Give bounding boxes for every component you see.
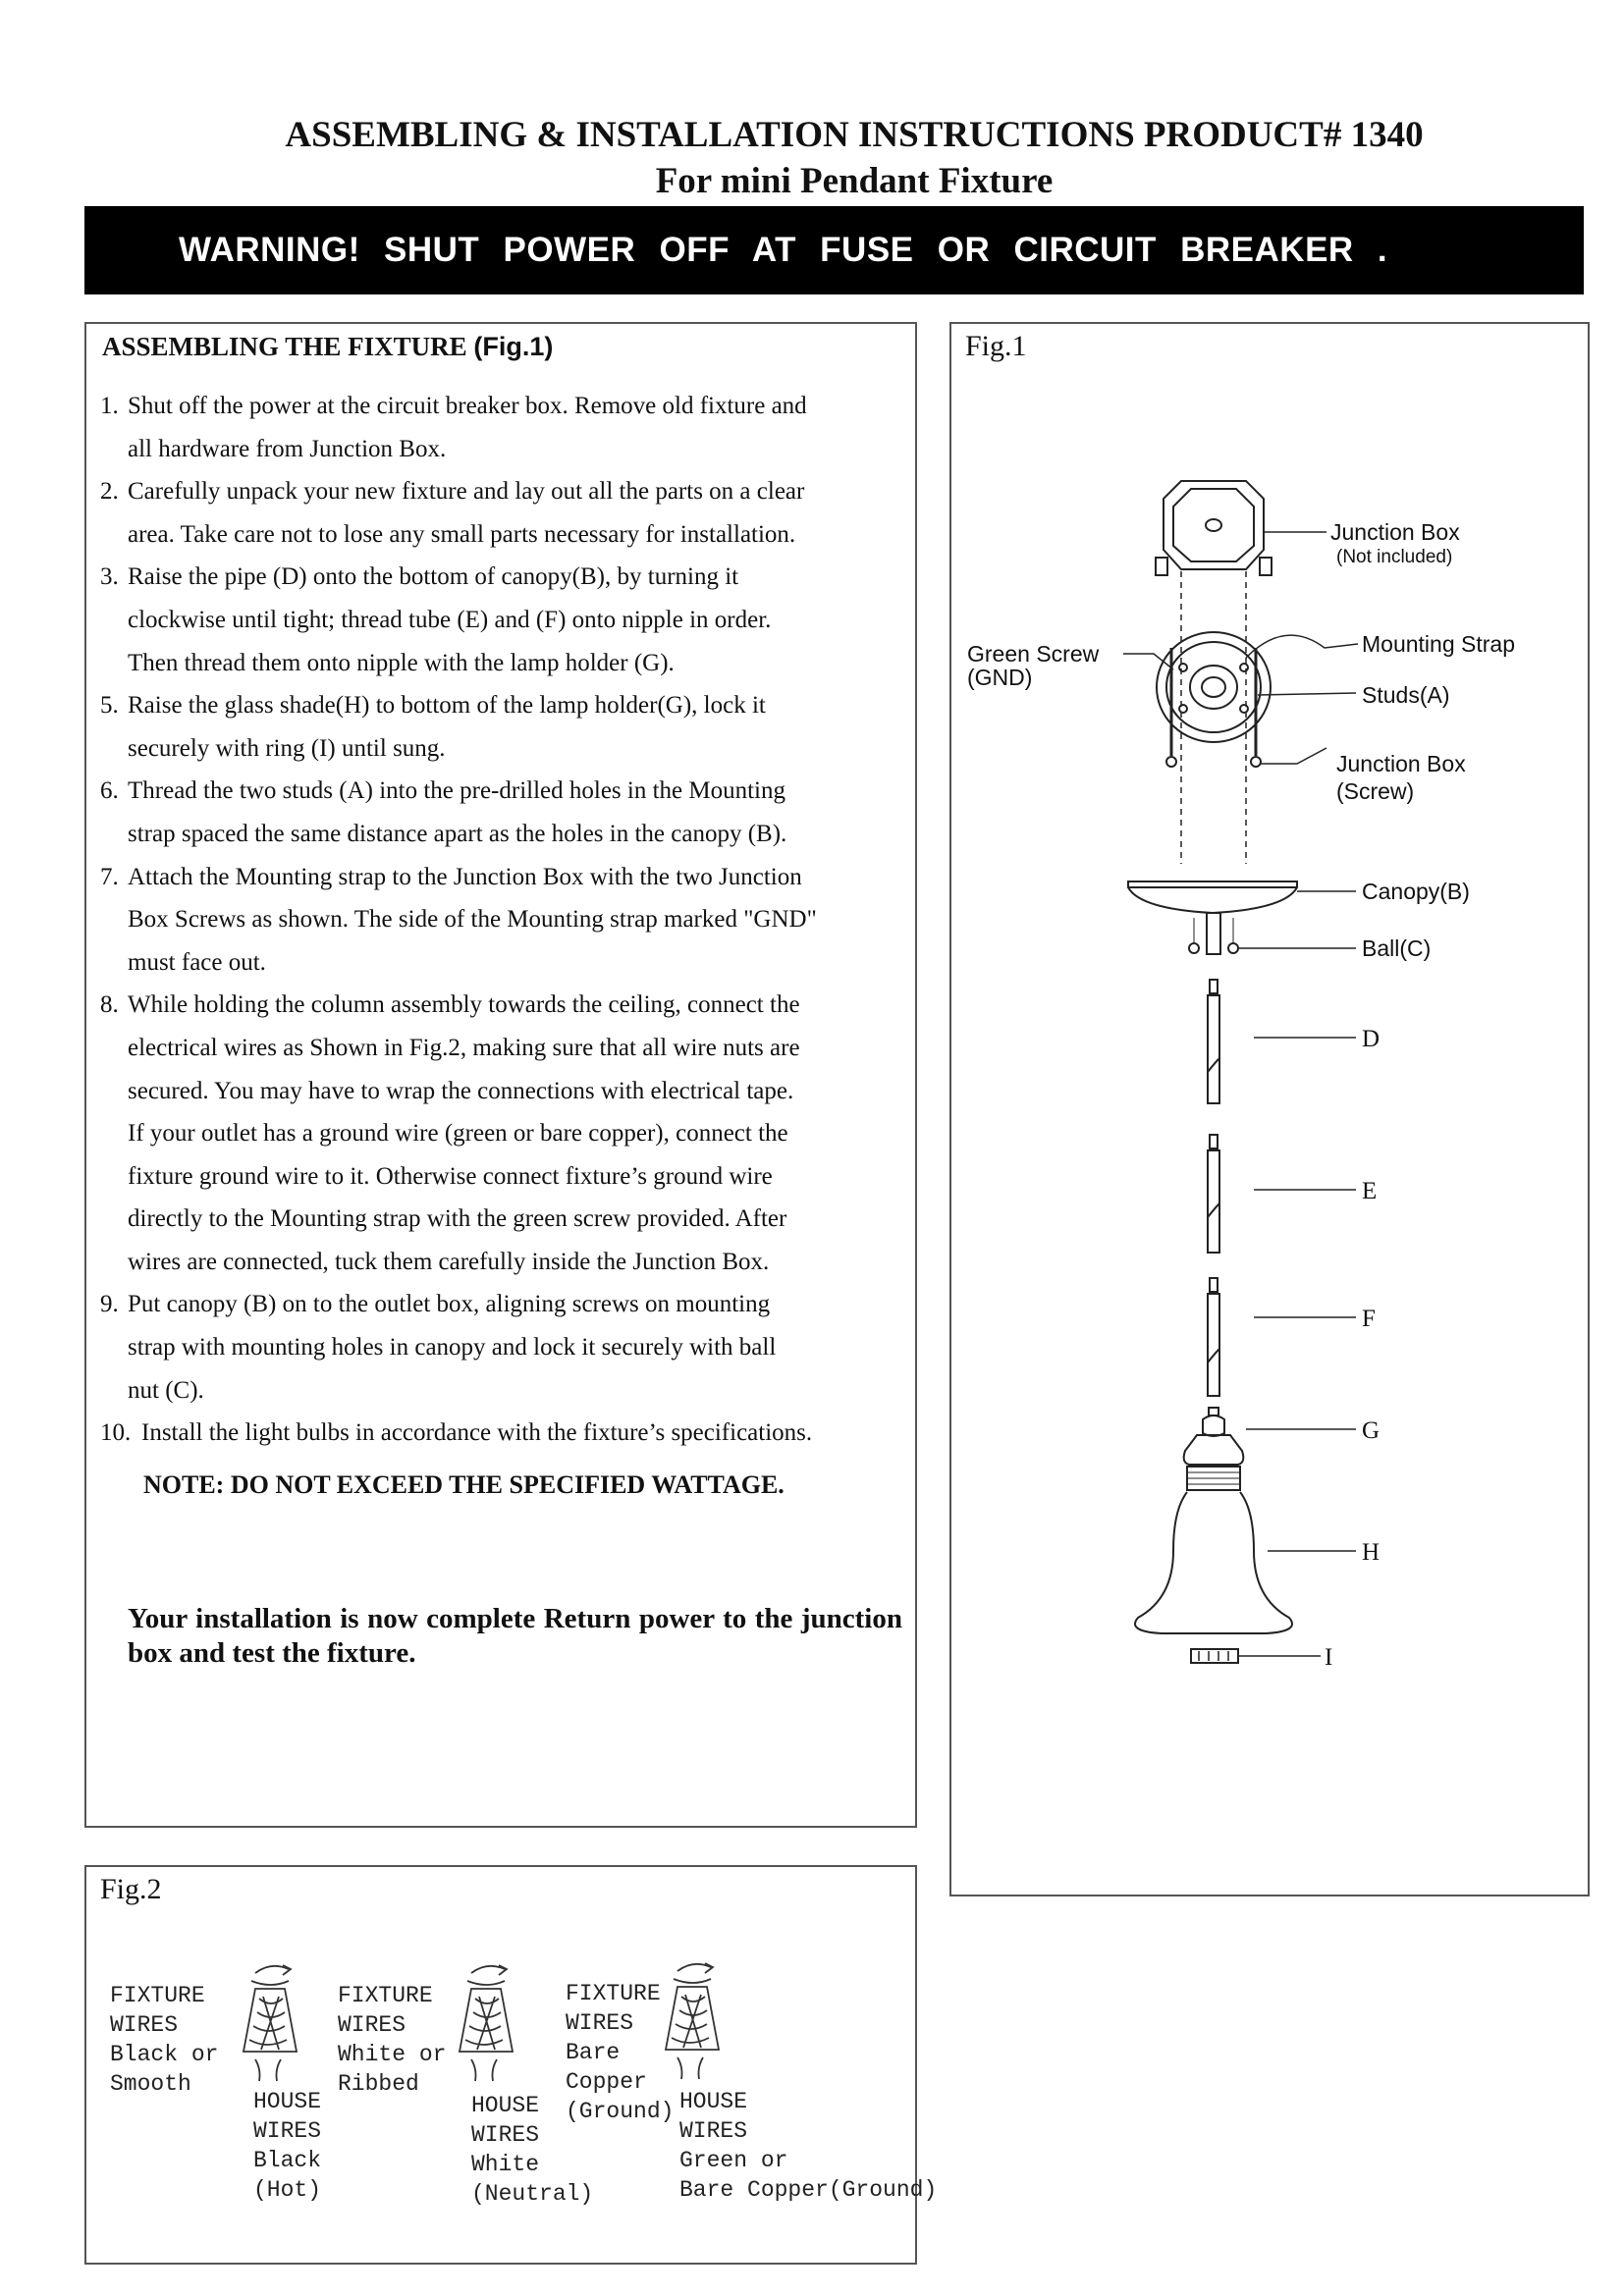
- step-text: area. Take care not to lose any small parts necessary for installation.: [128, 520, 796, 548]
- step-number: [100, 642, 128, 685]
- step-item: [100, 984, 905, 1027]
- warning-banner: WARNING! SHUT POWER OFF AT FUSE OR CIRCUIT BREAKER .: [84, 206, 1584, 294]
- step-text: clockwise until tight; thread tube (E) and (F) onto nipple in order.: [128, 606, 772, 633]
- wire-nut-2: [460, 1965, 513, 2081]
- figure-2-label: Fig.2: [100, 1873, 162, 1905]
- step-continuation: [100, 1027, 905, 1070]
- step-number: 7.: [100, 863, 119, 890]
- assembling-heading: [102, 332, 553, 362]
- step-text: directly to the Mounting strap with the green screw provided. After: [128, 1205, 787, 1233]
- assembling-section: [84, 322, 917, 1828]
- figure-1-label: Fig.1: [965, 330, 1027, 362]
- step-item: [100, 684, 905, 727]
- completion-text: Your installation is now complete Return power to the junction box and test the fixture.: [128, 1603, 902, 1669]
- ball-shape: [1189, 943, 1199, 953]
- label-junction-box: Junction Box: [1330, 519, 1460, 545]
- label-i: I: [1325, 1644, 1333, 1671]
- step-number: [100, 1027, 128, 1070]
- assembling-heading-fig: (Fig.1): [473, 332, 554, 361]
- step-text: nut (C).: [128, 1376, 204, 1404]
- step-number: 5.: [100, 692, 119, 720]
- step-number: [100, 727, 128, 771]
- label-g: G: [1362, 1417, 1380, 1444]
- step-text: securely with ring (I) until sung.: [128, 734, 446, 762]
- pipe-d-shape: [1208, 995, 1219, 1103]
- label-studs: Studs(A): [1362, 682, 1450, 708]
- step-number: 2.: [100, 478, 119, 506]
- figure-2: [84, 1865, 938, 2265]
- house-wires-white: HOUSE WIRES White (Neutral): [471, 2093, 594, 2207]
- step-text: Attach the Mounting strap to the Junction Box with the two Junction: [128, 863, 802, 890]
- step-text: Put canopy (B) on to the outlet box, aligning screws on mounting: [128, 1291, 771, 1318]
- step-number: [100, 1155, 128, 1199]
- step-number: [100, 428, 128, 471]
- step-item: [100, 770, 905, 813]
- mounting-strap-shape: [1157, 632, 1271, 742]
- label-canopy: Canopy(B): [1362, 879, 1470, 904]
- label-green-screw: Green Screw: [967, 641, 1100, 667]
- step-number: [100, 941, 128, 985]
- fixture-wires-black: FIXTURE WIRES Black or Smooth: [110, 1983, 219, 2097]
- step-text: Thread the two studs (A) into the pre-drilled holes in the Mounting: [128, 777, 786, 805]
- step-text: Then thread them onto nipple with the lamp holder (G).: [128, 649, 675, 676]
- junction-box-shape: [1164, 481, 1264, 569]
- step-item: [100, 470, 905, 513]
- step-continuation: [100, 642, 905, 685]
- step-text: electrical wires as Shown in Fig.2, making sure that all wire nuts are: [128, 1034, 800, 1061]
- step-continuation: [100, 1241, 905, 1284]
- step-continuation: [100, 898, 905, 941]
- step-continuation: [100, 1198, 905, 1241]
- house-wires-ground: HOUSE WIRES Green or Bare Copper(Ground): [679, 2089, 938, 2203]
- step-item: [100, 556, 905, 599]
- tube-e-shape: [1208, 1150, 1219, 1253]
- label-mounting-strap: Mounting Strap: [1362, 631, 1515, 657]
- step-text: Install the light bulbs in accordance with the fixture’s specifications.: [141, 1419, 813, 1447]
- step-number: 6.: [100, 777, 119, 805]
- wire-nut-1: [244, 1965, 297, 2081]
- step-text: strap spaced the same distance apart as the holes in the canopy (B).: [128, 820, 787, 847]
- step-number: [100, 898, 128, 941]
- wire-nut-3: [666, 1963, 719, 2079]
- step-number: [100, 1326, 128, 1369]
- step-text: all hardware from Junction Box.: [128, 435, 447, 462]
- step-continuation: [100, 428, 905, 471]
- step-continuation: [100, 1326, 905, 1369]
- page-subtitle: For mini Pendant Fixture: [655, 161, 1054, 201]
- step-continuation: [100, 813, 905, 856]
- step-text: strap with mounting holes in canopy and lock it securely with ball: [128, 1334, 777, 1362]
- figure-1: [949, 322, 1590, 1896]
- label-e: E: [1362, 1178, 1378, 1204]
- label-d: D: [1362, 1026, 1380, 1052]
- step-text: Box Screws as shown. The side of the Mounting strap marked "GND": [128, 906, 817, 934]
- step-text: Raise the pipe (D) onto the bottom of canopy(B), by turning it: [128, 563, 739, 591]
- step-continuation: [100, 1155, 905, 1199]
- page-title: ASSEMBLING & INSTALLATION INSTRUCTIONS PRODUCT# 1340: [285, 115, 1424, 155]
- ring-shape: [1191, 1649, 1238, 1663]
- wattage-note: NOTE: DO NOT EXCEED THE SPECIFIED WATTAGE.: [143, 1470, 785, 1499]
- step-number: [100, 513, 128, 557]
- step-continuation: [100, 1070, 905, 1113]
- step-continuation: [100, 941, 905, 985]
- label-screw: (Screw): [1336, 778, 1415, 804]
- step-continuation: [100, 727, 905, 771]
- step-text: Carefully unpack your new fixture and lay out all the parts on a clear: [128, 478, 805, 506]
- step-number: 9.: [100, 1291, 119, 1318]
- step-text: Raise the glass shade(H) to bottom of the lamp holder(G), lock it: [128, 692, 766, 720]
- label-h: H: [1362, 1539, 1380, 1566]
- step-number: [100, 1369, 128, 1413]
- step-number: [100, 1241, 128, 1284]
- step-text: fixture ground wire to it. Otherwise connect fixture’s ground wire: [128, 1162, 773, 1190]
- step-continuation: [100, 599, 905, 642]
- label-junction-box-screw: Junction Box: [1336, 751, 1466, 776]
- step-continuation: [100, 1369, 905, 1413]
- step-number: [100, 1112, 128, 1155]
- step-item: [100, 1283, 905, 1326]
- step-text: must face out.: [128, 948, 266, 976]
- lamp-holder-shape: [1184, 1435, 1244, 1465]
- step-text: If your outlet has a ground wire (green or bare copper), connect the: [128, 1120, 788, 1148]
- label-f: F: [1362, 1306, 1376, 1332]
- step-text: While holding the column assembly towards the ceiling, connect the: [128, 991, 800, 1019]
- pendant-exploded-diagram: [951, 324, 1592, 1898]
- tube-f-shape: [1208, 1294, 1219, 1396]
- assembling-heading-main: ASSEMBLING THE FIXTURE: [102, 332, 474, 361]
- canopy-shape: [1128, 881, 1297, 913]
- step-number: 1.: [100, 393, 119, 419]
- step-number: 8.: [100, 991, 119, 1019]
- step-item: [100, 856, 905, 899]
- assembling-steps: [100, 385, 905, 1455]
- step-number: [100, 1070, 128, 1113]
- wire-connection-diagram: [86, 1867, 919, 2267]
- glass-shade-shape: [1135, 1492, 1292, 1633]
- step-number: [100, 1198, 128, 1241]
- label-ball: Ball(C): [1362, 935, 1432, 961]
- fixture-wires-ground: FIXTURE WIRES Bare Copper (Ground): [566, 1981, 675, 2124]
- step-number: [100, 813, 128, 856]
- step-item: [100, 385, 905, 428]
- step-number: [100, 599, 128, 642]
- step-continuation: [100, 513, 905, 557]
- step-item: [100, 1412, 905, 1455]
- step-continuation: [100, 1112, 905, 1155]
- step-text: wires are connected, tuck them carefully inside the Junction Box.: [128, 1248, 770, 1275]
- step-text: Shut off the power at the circuit breaker box. Remove old fixture and: [128, 393, 807, 419]
- house-wires-black: HOUSE WIRES Black (Hot): [253, 2089, 322, 2203]
- step-text: secured. You may have to wrap the connections with electrical tape.: [128, 1077, 794, 1104]
- fixture-wires-white: FIXTURE WIRES White or Ribbed: [338, 1983, 447, 2097]
- label-not-included: (Not included): [1336, 547, 1453, 567]
- label-gnd: (GND): [967, 665, 1033, 690]
- step-number: 10.: [100, 1419, 132, 1447]
- step-number: 3.: [100, 563, 119, 591]
